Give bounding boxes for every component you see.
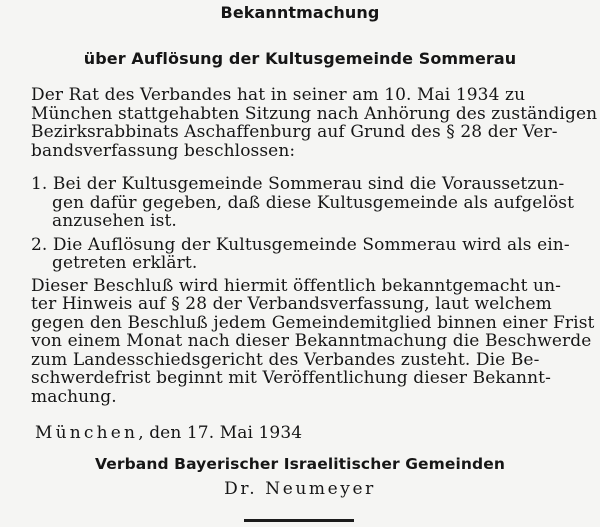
signatory-title: Dr.	[224, 479, 258, 499]
place-name: München	[35, 423, 139, 443]
list-item-1-line-2: gen dafür gegeben, daß diese Kultusgemeinde als aufgelöst	[52, 193, 575, 213]
list-item-2-line-1: 2. Die Auflösung der Kultusgemeinde Sommerau wird als ein-	[31, 235, 570, 255]
signatory-name: Neumeyer	[265, 479, 376, 499]
signatory	[0, 479, 600, 500]
intro-line-3: Bezirksrabbinats Aschaffenburg auf Grund des § 28 der Ver-	[31, 122, 558, 142]
notice-line-3: gegen den Beschluß jedem Gemeindemitglied binnen einer Frist	[31, 313, 595, 333]
issuing-organization: Verband Bayerischer Israelitischer Gemeinden	[94, 455, 505, 473]
document-title: Bekanntmachung	[220, 3, 380, 22]
notice-line-2: ter Hinweis auf § 28 der Verbandsverfassung, laut welchem	[31, 294, 552, 314]
list-item-1-line-3: anzusehen ist.	[52, 211, 177, 231]
list-item-1-line-1: 1. Bei der Kultusgemeinde Sommerau sind die Voraussetzun-	[31, 174, 565, 194]
document-subtitle: über Auflösung der Kultusgemeinde Sommerau	[83, 49, 517, 68]
intro-line-1: Der Rat des Verbandes hat in seiner am 10. Mai 1934 zu	[31, 85, 526, 105]
notice-line-7: machung.	[31, 387, 117, 407]
closing-rule	[244, 519, 354, 522]
intro-line-4: bandsverfassung beschlossen:	[31, 141, 296, 161]
notice-line-4: von einem Monat nach dieser Bekanntmachung die Beschwerde	[31, 331, 592, 351]
place-date-line	[35, 423, 302, 444]
intro-line-2: München stattgehabten Sitzung nach Anhörung des zuständigen	[31, 104, 598, 124]
issue-date: , den 17. Mai 1934	[138, 423, 303, 443]
notice-line-1: Dieser Beschluß wird hiermit öffentlich bekanntgemacht un-	[31, 276, 561, 296]
notice-line-5: zum Landesschiedsgericht des Verbandes zusteht. Die Be-	[31, 350, 540, 370]
notice-line-6: schwerdefrist beginnt mit Veröffentlichung dieser Bekannt-	[31, 368, 551, 388]
list-item-2-line-2: getreten erklärt.	[52, 253, 198, 273]
